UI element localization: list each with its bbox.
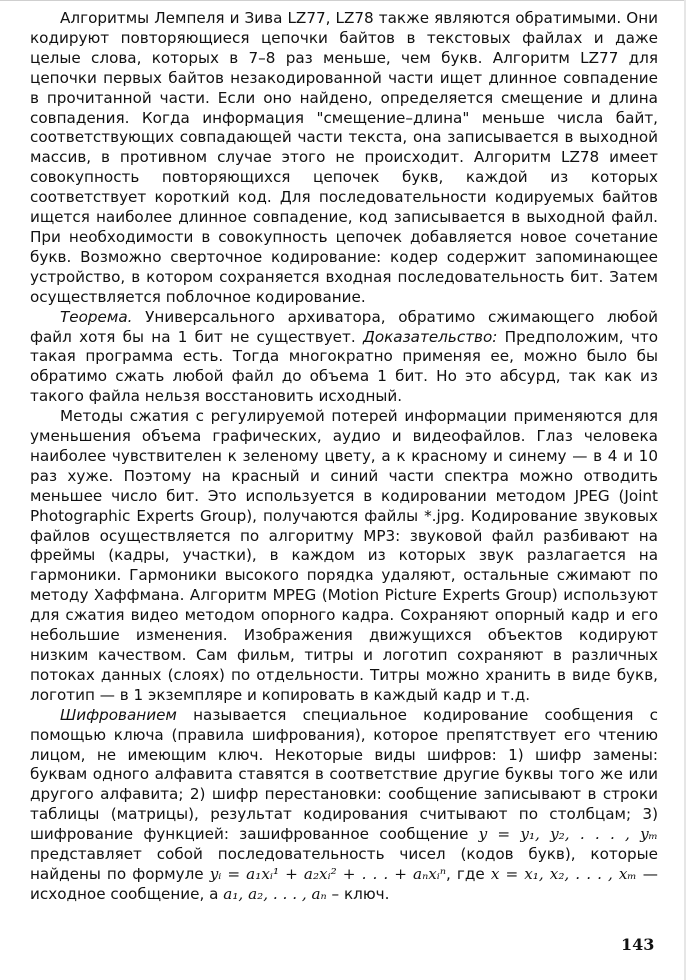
encryption-text-1: называется специальное кодирование сообщения с помощью ключа (правила шифрования), которое препятствует его чтению лицом, не имеющим ключ. Некоторые виды шифров: 1) шифр замены: буквам одного алфавита ставятся в соответствие другие буквы того же или другого алфавита; 2) шифр перестановки: сообщение записывают в строки таблицы (матрицы), результат кодирования считывают по столбцам; 3) шифрование функцией: зашифрованное сообщение: [30, 705, 658, 844]
encryption-text-4: — исходное сообщение, а: [30, 864, 658, 903]
theorem-label: Теорема.: [60, 307, 133, 326]
encryption-term: Шифрованием: [60, 705, 177, 724]
page-top-edge: [0, 0, 686, 1]
paragraph-encryption: [30, 706, 658, 905]
paragraph-lossy-compression: Методы сжатия с регулируемой потерей информации применяются для уменьшения объема графических, аудио и видеофайлов. Глаз человека наиболее чувствителен к зеленому цвету, а к красному и синему — в 4 и 10 раз хуже. Поэтому на красный и синий части спектра можно отводить меньшее число бит. Это используется в кодировании методом JPEG (Joint Photographic Experts Group), получаются файлы *.jpg. Кодирование звуковых файлов осуществляется по алгоритму MP3: звуковой файл разбивают на фреймы (кадры, участки), в каждом из которых звук разлагается на гармоники. Гармоники высокого порядка удаляют, остальные сжимают по методу Хаффмана. Алгоритм MPEG (Motion Picture Experts Group) используют для сжатия видео методом опорного кадра. Сохраняют опорный кадр и его небольшие изменения. Изображения движущихся объектов кодируют низким качеством. Сам фильм, титры и логотип сохраняют в различных потоках данных (слоях) по отдельности. Титры можно хранить в виде букв, логотип — в 1 экземпляре и копировать в каждый кадр и т.д.: [30, 407, 658, 704]
formula-encryption-function: yᵢ = a₁xᵢ¹ + a₂xᵢ² + . . . + aₙxᵢⁿ: [209, 864, 447, 883]
formula-source-message: x = x₁, x₂, . . . , xₘ: [490, 864, 637, 883]
formula-encrypted-message: y = y₁, y₂, . . . , yₘ: [478, 825, 658, 844]
proof-text: Предположим, что такая программа есть. Тогда многократно применяя ее, можно было бы обратимо сжать любой файл до объема 1 бит. Но это абсурд, так как из такого файла нельзя восстановить исходный.: [30, 327, 658, 406]
page-body-text: [30, 9, 658, 905]
paragraph-lempel-ziv: Алгоритмы Лемпеля и Зива LZ77, LZ78 также являются обратимыми. Они кодируют повторяющиеся цепочки байтов в текстовых файлах и даже целые слова, которых в 7–8 раз меньше, чем букв. Алгоритм LZ77 для цепочки первых байтов незакодированной части ищет длинное совпадение в прочитанной части. Если оно найдено, определяется смещение и длина совпадения. Когда информация "смещение–длина" меньше числа байт, соответствующих совпадающей части текста, она записывается в выходной массив, в противном случае этого не происходит. Алгоритм LZ78 имеет совокупность повторяющихся цепочек букв, каждой из которых соответствует короткий код. Для последовательности кодируемых байтов ищется наиболее длинное совпадение, код записывается в выходной файл. При необходимости в совокупность цепочек добавляется новое сочетание букв. Возможно сверточное кодирование: кодер содержит запоминающее устройство, в котором сохраняется входная последовательность бит. Затем осуществляется поблочное кодирование.: [30, 9, 658, 306]
encryption-text-2: представляет собой последовательность чисел (кодов букв), которые найдены по формуле: [30, 845, 658, 883]
paragraph-theorem: [30, 308, 658, 408]
formula-key: a₁, a₂, . . . , aₙ: [223, 884, 327, 903]
encryption-text-3: , где: [446, 864, 491, 883]
encryption-text-5: – ключ.: [326, 884, 390, 903]
proof-label: Доказательство:: [362, 327, 498, 346]
page-number: 143: [621, 935, 655, 954]
theorem-text: Универсального архиватора, обратимо сжимающего любой файл хотя бы на 1 бит не существует.: [30, 307, 658, 346]
